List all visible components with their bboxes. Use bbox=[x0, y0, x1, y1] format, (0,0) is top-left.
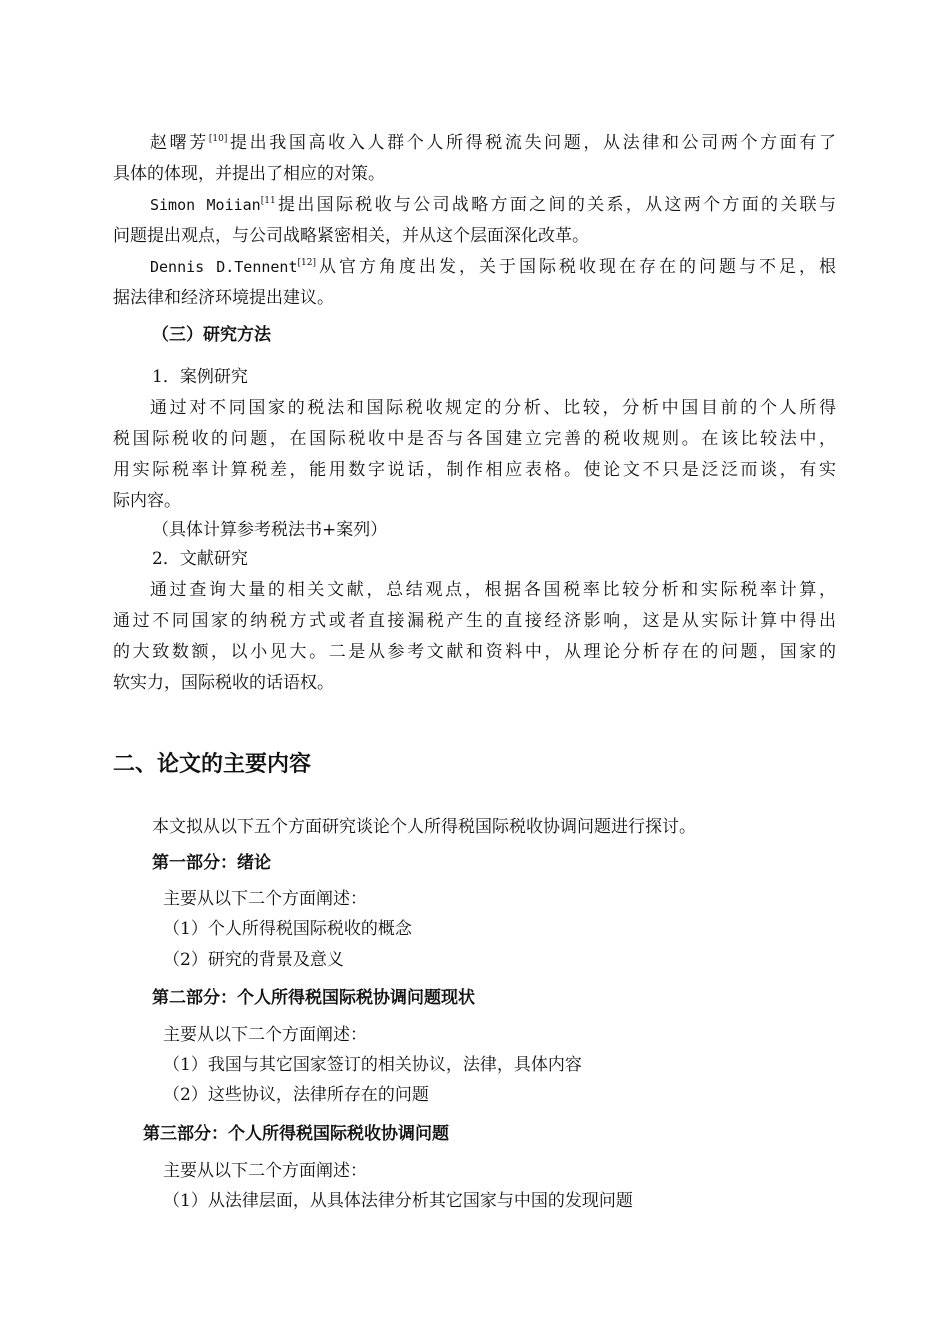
lit-line-3: 的大致数额，以小见大。二是从参考文献和资料中，从理论分析存在的问题，国家的 bbox=[113, 642, 836, 662]
paragraph-tennent-line1 bbox=[150, 257, 836, 277]
case-line-3: 用实际税率计算税差，能用数字说话，制作相应表格。使论文不只是泛泛而谈，有实 bbox=[113, 460, 836, 480]
case-line-1: 通过对不同国家的税法和国际税收规定的分析、比较，分析中国目前的个人所得 bbox=[150, 398, 836, 418]
paragraph-zhao-line1 bbox=[150, 133, 836, 153]
chapter-heading-main-content: 二、论文的主要内容 bbox=[113, 751, 312, 777]
citation-ref: [10] bbox=[208, 134, 228, 144]
author-name: 赵曙芳 bbox=[150, 133, 209, 153]
author-name: Simon Moiian bbox=[150, 196, 261, 214]
subheading-literature-study: 2．文献研究 bbox=[152, 549, 248, 569]
text-span: 提出我国高收入人群个人所得税流失问题，从法律和公司两个方面有了 bbox=[227, 133, 837, 153]
part2-title: 第二部分：个人所得税国际税协调问题现状 bbox=[152, 988, 475, 1008]
lit-line-1: 通过查询大量的相关文献，总结观点，根据各国税率比较分析和实际税率计算， bbox=[150, 580, 836, 600]
subheading-case-study: 1．案例研究 bbox=[152, 367, 248, 387]
paragraph-moiian-line2: 问题提出观点，与公司战略紧密相关，并从这个层面深化改革。 bbox=[113, 226, 589, 246]
section-heading-methods: （三）研究方法 bbox=[152, 325, 271, 345]
text-span: 提出国际税收与公司战略方面之间的关系，从这两个方面的关联与 bbox=[275, 195, 837, 215]
part1-lead: 主要从以下二个方面阐述： bbox=[163, 889, 367, 909]
text-span: 从官方角度出发，关于国际税收现在存在的问题与不足，根 bbox=[315, 257, 836, 277]
citation-ref: [11 bbox=[260, 196, 276, 206]
part3-title: 第三部分：个人所得税国际税收协调问题 bbox=[143, 1124, 449, 1144]
case-line-4: 际内容。 bbox=[113, 491, 181, 511]
part3-item-1: （1）从法律层面，从具体法律分析其它国家与中国的发现问题 bbox=[163, 1191, 633, 1211]
lit-line-2: 通过不同国家的纳税方式或者直接漏税产生的直接经济影响，这是从实际计算中得出 bbox=[113, 611, 836, 631]
case-line-2: 税国际税收的问题，在国际税收中是否与各国建立完善的税收规则。在该比较法中， bbox=[113, 429, 836, 449]
part2-item-2: （2）这些协议，法律所存在的问题 bbox=[163, 1085, 429, 1105]
author-name: Dennis D.Tennent bbox=[150, 258, 298, 276]
main-intro: 本文拟从以下五个方面研究谈论个人所得税国际税收协调问题进行探讨。 bbox=[152, 817, 696, 837]
part1-title: 第一部分：绪论 bbox=[152, 853, 271, 873]
case-note: （具体计算参考税法书+案列） bbox=[152, 520, 388, 540]
part2-lead: 主要从以下二个方面阐述： bbox=[163, 1025, 367, 1045]
lit-line-4: 软实力，国际税收的话语权。 bbox=[113, 673, 334, 693]
part1-item-2: （2）研究的背景及意义 bbox=[163, 950, 344, 970]
paragraph-tennent-line2: 据法律和经济环境提出建议。 bbox=[113, 288, 334, 308]
paragraph-moiian-line1 bbox=[150, 195, 836, 215]
part3-lead: 主要从以下二个方面阐述： bbox=[163, 1161, 367, 1181]
paragraph-zhao-line2: 具体的体现，并提出了相应的对策。 bbox=[113, 164, 385, 184]
citation-ref: [12] bbox=[297, 258, 316, 268]
part2-item-1: （1）我国与其它国家签订的相关协议，法律，具体内容 bbox=[163, 1055, 582, 1075]
part1-item-1: （1）个人所得税国际税收的概念 bbox=[163, 919, 412, 939]
